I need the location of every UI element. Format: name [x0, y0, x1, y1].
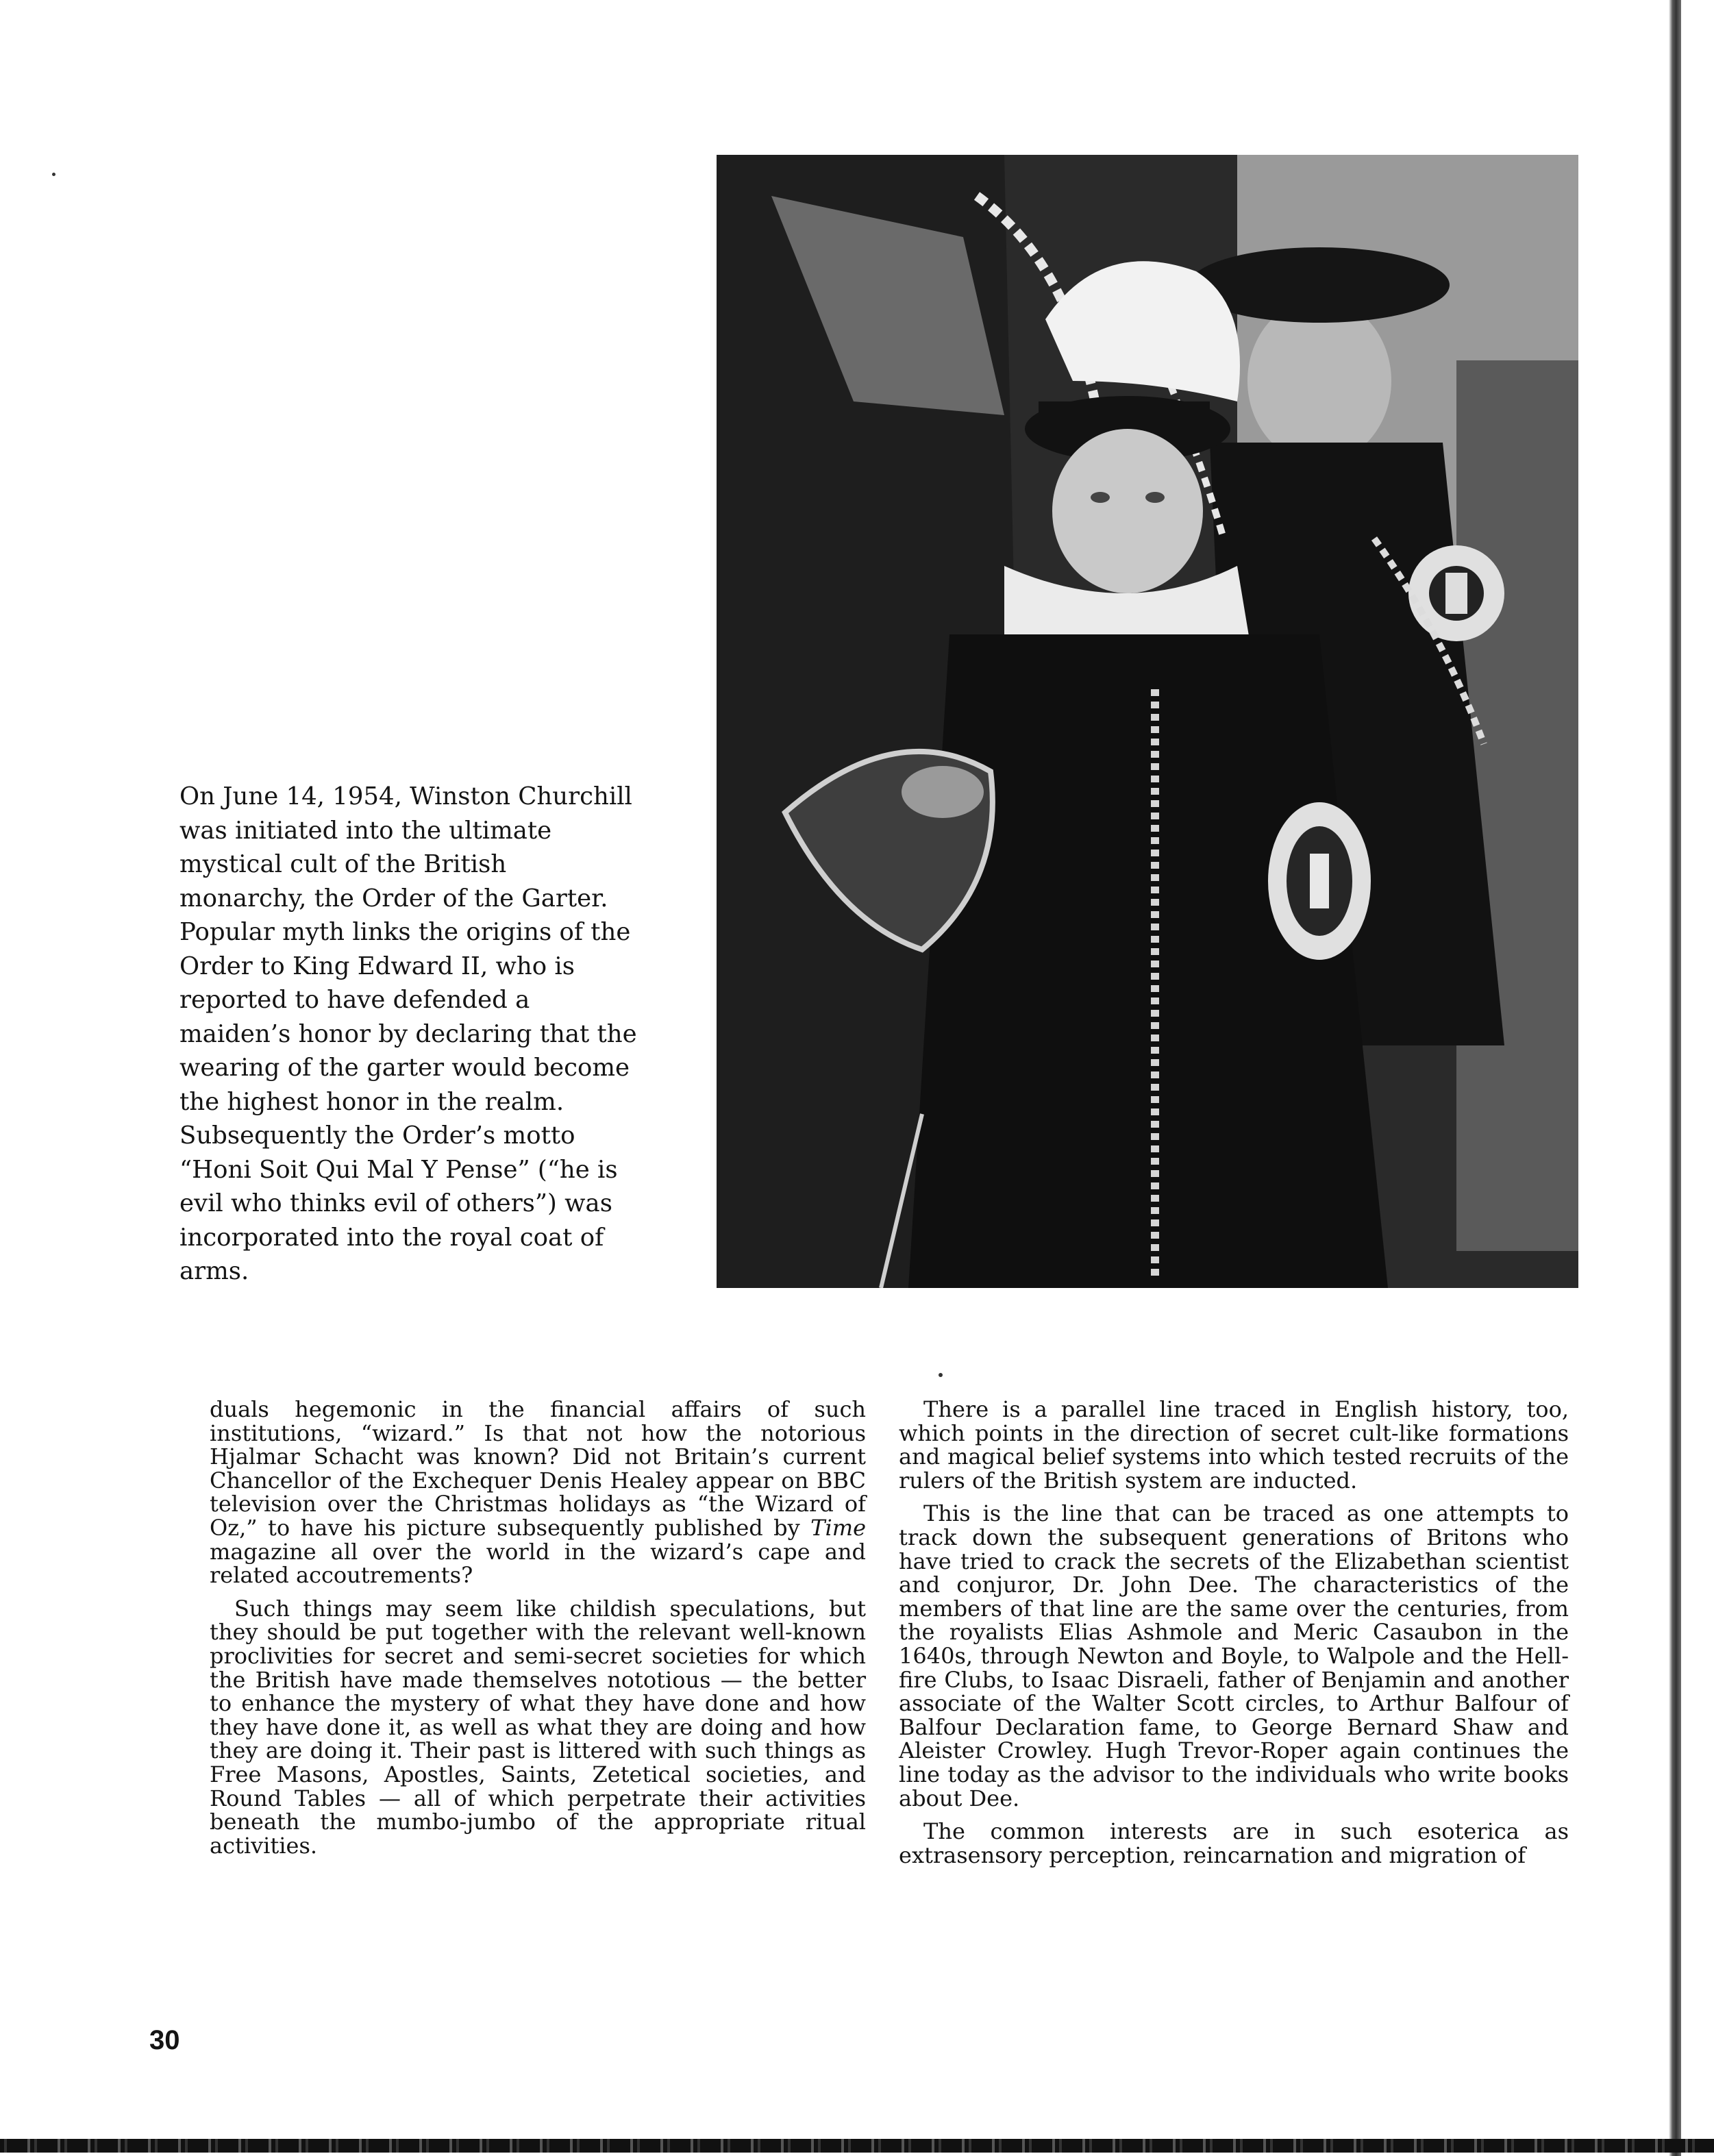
caption-line: maiden’s honor by declaring that the — [179, 1019, 637, 1048]
caption-line: wearing of the garter would become — [179, 1054, 630, 1082]
right-paragraph-1: There is a parallel line traced in English history, too, which points in the direction of secret cult-like formations and magical belief systems into which tested recruits of the rulers of the British system are inducted. — [899, 1396, 1569, 1494]
caption-line: incorporated into the royal coat of — [179, 1223, 604, 1252]
right-paragraph-2: This is the line that can be traced as one attempts to track down the subsequent generations of Britons who have tried to crack the secrets of the Elizabethan scientist and conjuror, Dr. John Dee. The characteristics of the members of that line are the same over the centuries, from the royalists Elias Ashmole and Meric Casaubon in the 1640s, through Newton and Boyle, to Walpole and the Hell-fire Clubs, to Isaac Disraeli, father of Benjamin and another associate of the Walter Scott circles, to Arthur Balfour of Balfour Declaration fame, to George Bernard Shaw and Aleister Crowley. Hugh Trevor-Roper again continues the line today as the advisor to the individuals who write books about Dee. — [899, 1500, 1569, 1811]
left-paragraph-1 — [210, 1398, 866, 1587]
left-paragraph-2: Such things may seem like childish speculations, but they should be put together with the relevant well-known proclivities for secret and semi-secret societies for which the British have made themselves nototious — the better to enhance the mystery of what they have done and how they have done it, as well as what they are doing and how they are doing it. Their past is littered with such things as Free Masons, Apostles, Saints, Zetetical societies, and Round Tables — all of which perpetrate their activities beneath the mumbo-jumbo of the appropriate ritual activities. — [210, 1595, 866, 1859]
caption-line: reported to have defended a — [179, 986, 530, 1014]
caption-line: Subsequently the Order’s motto — [179, 1122, 575, 1150]
churchill-garter-photo — [717, 155, 1578, 1288]
left-p1-text: duals hegemonic in the financial affairs of such institutions, “wizard.” Is that not how the notorious Hjalmar Schacht was known? Did not Britain’s current Chancellor of the Exchequer Denis Healey appear on BBC television over the Christmas holidays as “the Wizard of Oz,” to have his picture subsequently published by — [210, 1396, 866, 1541]
scan-speck — [52, 173, 55, 176]
italic-magazine-title: Time — [810, 1514, 866, 1541]
scan-bottom-edge — [0, 2139, 1714, 2153]
caption-line: mystical cult of the British — [179, 850, 507, 878]
caption-line: Order to King Edward II, who is — [179, 952, 575, 980]
scan-edge-shadow — [1669, 0, 1681, 2156]
photo-illustration — [717, 155, 1578, 1288]
right-paragraph-3: The common interests are in such esoterica as extrasensory perception, reincarnation and migration of — [899, 1818, 1569, 1868]
caption-line: arms. — [179, 1257, 249, 1285]
caption-line: was initiated into the ultimate — [179, 816, 552, 845]
caption-line: On June 14, 1954, Winston Churchill — [179, 782, 632, 810]
page-number: 30 — [149, 2025, 180, 2055]
caption-line: Popular myth links the origins of the — [179, 918, 631, 946]
caption-line: monarchy, the Order of the Garter. — [179, 884, 608, 913]
photo-caption — [179, 780, 691, 1289]
caption-line: evil who thinks evil of others”) was — [179, 1189, 612, 1217]
scan-speck — [939, 1373, 943, 1377]
right-text-column — [899, 1398, 1569, 1876]
caption-line: “Honi Soit Qui Mal Y Pense” (“he is — [179, 1155, 618, 1184]
left-p1-text-end: magazine all over the world in the wizard’s cape and related accoutrements? — [210, 1538, 866, 1589]
left-text-column — [210, 1398, 866, 1867]
caption-line: the highest honor in the realm. — [179, 1087, 564, 1116]
